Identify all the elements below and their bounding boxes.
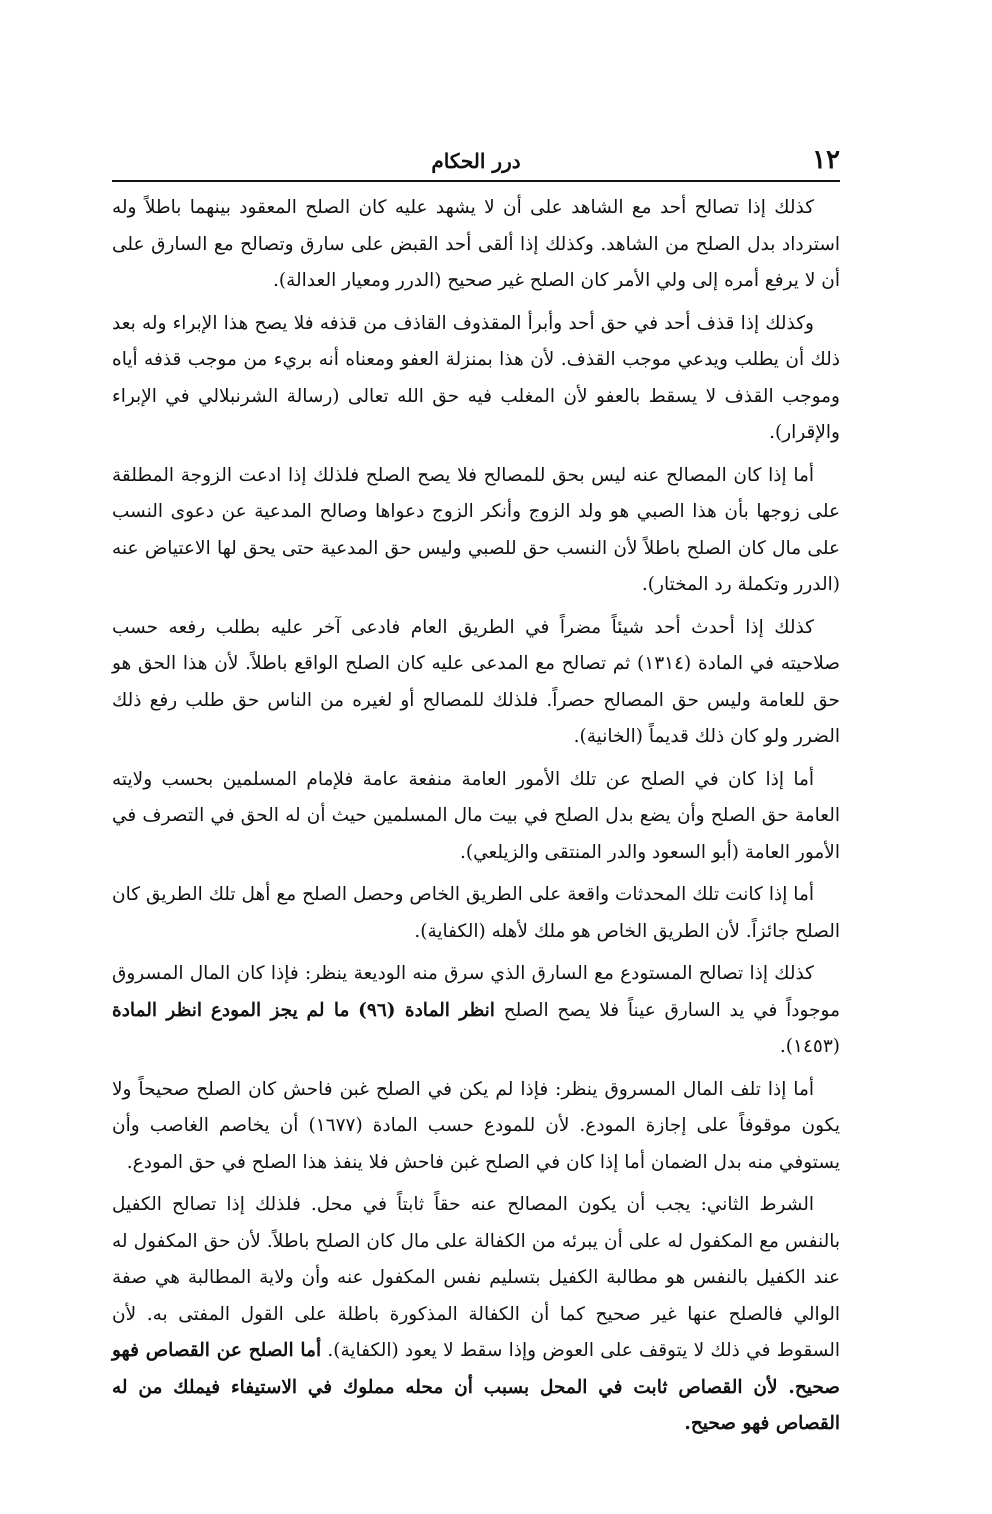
paragraph bbox=[112, 1187, 840, 1443]
page-number: ١٢ bbox=[812, 145, 840, 175]
inline-text: يجز المودع bbox=[210, 999, 298, 1021]
paragraph bbox=[112, 956, 840, 1066]
paragraph: أما إذا كان في الصلح عن تلك الأمور العامة منفعة عامة فلإمام المسلمين بحسب ولايته العامة حق الصلح وأن يضع بدل الصلح في بيت مال المسلمين حيث أن له الحق في التصرف في الأمور العامة (أبو السعود والدر المنتقى والزيلعي). bbox=[112, 768, 840, 863]
paragraph-text: كذلك إذا تصالح المستودع مع السارق الذي سرق منه الوديعة ينظر: فإذا كان المال المسروق موجوداً في يد السارق عيناً فلا يصح الصلح bbox=[112, 963, 840, 1021]
paragraph: وكذلك إذا قذف أحد في حق أحد وأبرأ المقذوف القاذف من قذفه فلا يصح هذا الإبراء وله بعد ذلك أن يطلب ويدعي موجب القذف. لأن هذا بمنزلة العفو ومعناه أنه بريء من موجب قذفه أياه وموجب القذف لا يسقط بالعفو لأن المغلب فيه حق الله تعالى (رسالة الشرنبلالي في الإبراء والإقرار). bbox=[112, 312, 840, 443]
paragraph: كذلك إذا تصالح أحد مع الشاهد على أن لا يشهد عليه كان الصلح المعقود بينهما باطلاً وله استرداد بدل الصلح من الشاهد. وكذلك إذا ألقى أحد القبض على سارق وتصالح مع السارق على أن لا يرفع أمره إلى ولي الأمر كان الصلح غير صحيح (الدرر ومعيار العدالة). bbox=[112, 197, 840, 291]
article-reference: انظر المادة bbox=[112, 999, 203, 1021]
page-header bbox=[112, 143, 840, 179]
paragraph-text: الشرط الثاني: يجب أن يكون المصالح عنه حقاً ثابتاً في محل. فلذلك إذا تصالح الكفيل بالنفس مع المكفول له على أن يبرئه من الكفالة على مال كان الصلح باطلاً. لأن حق المكفول له عند الكفيل بالنفس هو مطالبة الكفيل بتسليم نفس المكفول عنه وأن ولاية المطالبة هي صفة الوالي فالصلح عنها غير صحيح كما أن الكفالة المذكورة باطلة على القول المفتى به. لأن السقوط في ذلك لا يتوقف على العوض وإذا سقط لا يعود (الكفاية). bbox=[112, 1194, 840, 1361]
paragraph: أما إذا كان المصالح عنه ليس بحق للمصالح فلا يصح الصلح فلذلك إذا ادعت الزوجة المطلقة على زوجها بأن هذا الصبي هو ولد الزوج وأنكر الزوج دعواها وصالح المدعية عن دعوى النسب على مال كان الصلح باطلاً لأن النسب حق للصبي وليس حق المدعية حتى يحق لها الاعتياض عنه (الدرر وتكملة رد المختار). bbox=[112, 464, 840, 595]
paragraph: أما إذا تلف المال المسروق ينظر: فإذا لم يكن في الصلح غبن فاحش كان الصلح صحيحاً ولا يكون موقوفاً على إجازة المودع. لأن للمودع حسب المادة (١٦٧٧) أن يخاصم الغاصب وأن يستوفي منه بدل الضمان أما إذا كان في الصلح غبن فاحش فلا ينفذ هذا الصلح في حق المودع. bbox=[112, 1078, 840, 1173]
body-text bbox=[112, 190, 840, 1449]
paragraph: كذلك إذا أحدث أحد شيئاً مضراً في الطريق العام فادعى آخر عليه بطلب رفعه حسب صلاحيته في المادة (١٣١٤) ثم تصالح مع المدعى عليه كان الصلح الواقع باطلاً. لأن هذا الحق هو حق للعامة وليس حق المصالح حصراً. فلذلك للمصالح أو لغيره من الناس حق طلب رفع ذلك الضرر ولو كان ذلك قديماً (الخانية). bbox=[112, 616, 840, 747]
inline-text: ما لم bbox=[306, 999, 350, 1021]
article-reference: انظر المادة (٩٦) bbox=[358, 999, 495, 1021]
running-title: درر الحكام bbox=[431, 149, 521, 173]
header-rule bbox=[112, 180, 840, 182]
paragraph-text-bold: أما الصلح عن القصاص فهو صحيح. لأن القصاص ثابت في المحل بسبب أن محله مملوك في الاستيفاء فيملك من له القصاص فهو صحيح. bbox=[112, 1340, 840, 1434]
article-number: (١٤٥٣). bbox=[779, 1036, 840, 1057]
paragraph: أما إذا كانت تلك المحدثات واقعة على الطريق الخاص وحصل الصلح مع أهل تلك الطريق كان الصلح جائزاً. لأن الطريق الخاص هو ملك لأهله (الكفاية). bbox=[112, 884, 840, 942]
